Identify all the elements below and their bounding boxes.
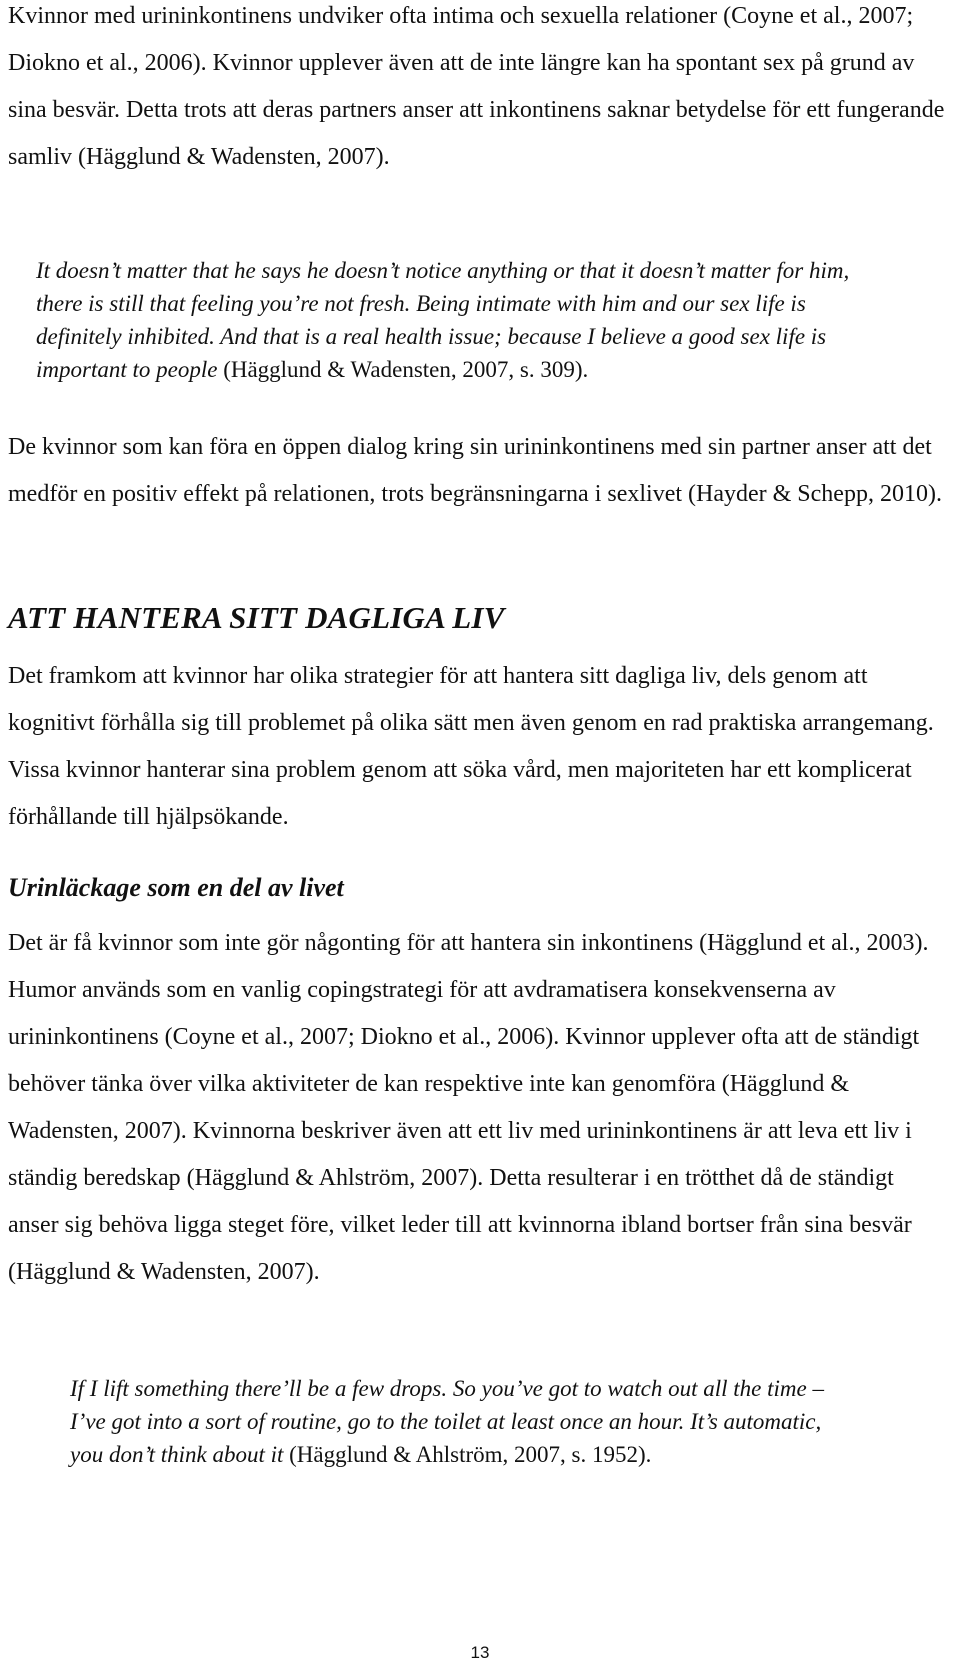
block-quote-routine [70,1372,850,1471]
quote-text: If I lift something there’ll be a few drops. So you’ve got to watch out all the time – I’ve got into a sort of routine, go to the toilet at least once an hour. It’s automatic, you don’t think about it [70,1376,824,1467]
page-number: 13 [470,1643,490,1662]
section-heading: ATT HANTERA SITT DAGLIGA LIV [8,600,505,635]
block-quote-intimacy [36,254,876,386]
paragraph-intimacy: Kvinnor med urininkontinens undviker ofta intima och sexuella relationer (Coyne et al., 2007; Diokno et al., 2006). Kvinnor upplever även att de inte längre kan ha spontant sex på grund av sina besvär. Detta trots att deras partners anser att inkontinens saknar betydelse för ett fungerande samliv (Hägglund & Wadensten, 2007). [8,3,945,170]
quote-text: It doesn’t matter that he says he doesn’t notice anything or that it doesn’t matter for him, there is still that feeling you’re not fresh. Being intimate with him and our sex life is definitely inhibited. And that is a real health issue; because I believe a good sex life is important to people [36,258,850,382]
paragraph-coping: Det är få kvinnor som inte gör någonting för att hantera sin inkontinens (Hägglund et al., 2003). Humor används som en vanlig copingstrategi för att avdramatisera konsekvenserna av urininkontinens (Coyne et al., 2007; Diokno et al., 2006). Kvinnor upplever ofta att de ständigt behöver tänka över vilka aktiviteter de kan respektive inte kan genomföra (Hägglund & Wadensten, 2007). Kvinnorna beskriver även att ett liv med urininkontinens är att leva ett liv i ständig beredskap (Hägglund & Ahlström, 2007). Detta resulterar i en trötthet då de ständigt anser sig behöva ligga steget före, vilket leder till att kvinnorna ibland bortser från sina besvär (Hägglund & Wadensten, 2007). [8,930,929,1285]
subsection-heading: Urinläckage som en del av livet [8,873,344,902]
paragraph-dialog: De kvinnor som kan föra en öppen dialog kring sin urininkontinens med sin partner anser att det medför en positiv effekt på relationen, trots begränsningarna i sexlivet (Hayder & Schepp, 2010). [8,434,942,507]
quote-citation: (Hägglund & Wadensten, 2007, s. 309). [217,357,589,382]
paragraph-strategies: Det framkom att kvinnor har olika strategier för att hantera sitt dagliga liv, dels genom att kognitivt förhålla sig till problemet på olika sätt men även genom en rad praktiska arrangemang. Vissa kvinnor hanterar sina problem genom att söka vård, men majoriteten har ett komplicerat förhållande till hjälpsökande. [8,663,934,830]
quote-citation: (Hägglund & Ahlström, 2007, s. 1952). [283,1442,652,1467]
